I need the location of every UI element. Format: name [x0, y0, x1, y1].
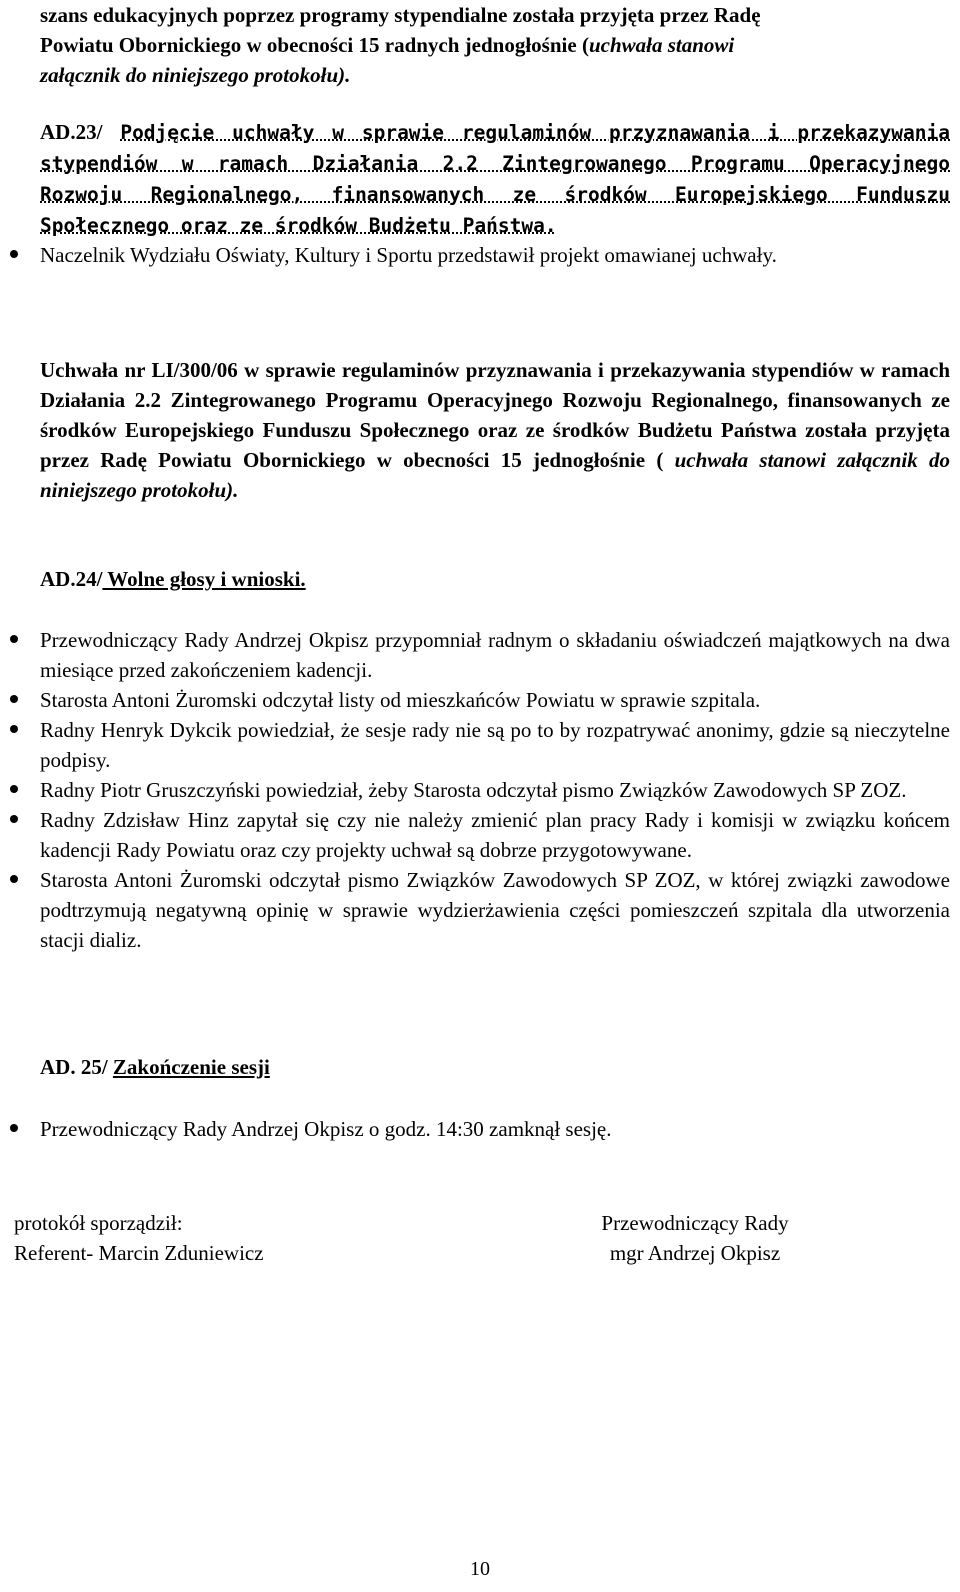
- ad23-resolution-italic: uchwała stanowi załącznik do niniejszego protokołu).: [40, 448, 950, 502]
- ad24-bullets: [40, 625, 950, 955]
- ad23-resolution: [40, 355, 950, 505]
- list-item-text: Naczelnik Wydziału Oświaty, Kultury i Sportu przedstawił projekt omawianej uchwały.: [40, 243, 777, 267]
- ad23-heading: [40, 117, 950, 241]
- list-item: [40, 1114, 950, 1144]
- list-item: [40, 625, 950, 685]
- bullet-icon: [10, 695, 18, 703]
- list-item-text: Starosta Antoni Żuromski odczytał pismo Związków Zawodowych SP ZOZ, w której związki zawodowe podtrzymują negatywną opinię w sprawie wydzierżawienia części pomieszczeń szpitala dla utworzenia stacji dializ.: [40, 868, 950, 952]
- list-item: [40, 805, 950, 865]
- bullet-icon: [10, 785, 18, 793]
- intro-paragraph: [40, 0, 950, 90]
- page-number: 10: [470, 1558, 490, 1580]
- list-item-text: Radny Henryk Dykcik powiedział, że sesje rady nie są po to by rozpatrywać anonimy, gdzie są nieczytelne podpisy.: [40, 718, 950, 772]
- ad23-bullets: [40, 240, 950, 270]
- intro-line-2: Powiatu Obornickiego w obecności 15 radnych jednogłośnie (: [40, 33, 589, 57]
- bullet-icon: [10, 875, 18, 883]
- bullet-icon: [10, 635, 18, 643]
- bullet-icon: [10, 250, 18, 258]
- ad24-heading: [40, 564, 950, 594]
- signature-left: [14, 1208, 264, 1268]
- ad24-prefix: AD.24/: [40, 567, 103, 591]
- bullet-icon: [10, 1124, 18, 1132]
- ad25-heading: [40, 1052, 950, 1082]
- bullet-icon: [10, 725, 18, 733]
- intro-line-3-italic: załącznik do niniejszego protokołu).: [40, 63, 351, 87]
- list-item: [40, 865, 950, 955]
- list-item-text: Radny Zdzisław Hinz zapytał się czy nie należy zmienić plan pracy Rady i komisji w związku końcem kadencji Rady Powiatu oraz czy projekty uchwał są dobrze przygotowywane.: [40, 808, 950, 862]
- list-item-text: Przewodniczący Rady Andrzej Okpisz przypomniał radnym o składaniu oświadczeń majątkowych na dwa miesiące przed zakończeniem kadencji.: [40, 628, 950, 682]
- bullet-icon: [10, 815, 18, 823]
- intro-line-2-italic: uchwała stanowi: [588, 33, 735, 57]
- list-item: [40, 685, 950, 715]
- signature-left-role: protokół sporządził:: [14, 1211, 183, 1235]
- ad25-prefix: AD. 25/: [40, 1055, 108, 1079]
- ad25-bullets: [40, 1114, 950, 1144]
- ad23-title: Podjęcie uchwały w sprawie regulaminów przyznawania i przekazywania stypendiów w ramach Działania 2.2 Zintegrowanego Programu Operacyjnego Rozwoju Regionalnego, finansowanych ze środków Europejskiego Funduszu Społecznego oraz ze środków Budżetu Państwa.: [40, 121, 950, 237]
- ad25-title: Zakończenie sesji: [112, 1055, 270, 1079]
- list-item-text: Przewodniczący Rady Andrzej Okpisz o godz. 14:30 zamknął sesję.: [40, 1117, 612, 1141]
- list-item-text: Radny Piotr Gruszczyński powiedział, żeby Starosta odczytał pismo Związków Zawodowych SP ZOZ.: [40, 778, 907, 802]
- signature-right: [580, 1208, 810, 1268]
- list-item-text: Starosta Antoni Żuromski odczytał listy od mieszkańców Powiatu w sprawie szpitala.: [40, 688, 761, 712]
- signature-right-role: Przewodniczący Rady: [601, 1211, 789, 1235]
- ad23-resolution-text: Uchwała nr LI/300/06 w sprawie regulaminów przyznawania i przekazywania stypendiów w ramach Działania 2.2 Zintegrowanego Programu Operacyjnego Rozwoju Regionalnego, finansowanych ze środków Europejskiego Funduszu Społecznego oraz ze środków Budżetu Państwa została przyjęta przez Radę Powiatu Obornickiego w obecności 15 jednogłośnie (: [40, 358, 950, 472]
- intro-line-1: szans edukacyjnych poprzez programy stypendialne została przyjęta przez Radę: [40, 3, 761, 27]
- signature-left-name: Referent- Marcin Zduniewicz: [14, 1241, 264, 1265]
- list-item: [40, 240, 950, 270]
- ad23-prefix: AD.23/: [40, 120, 103, 144]
- ad24-title: Wolne głosy i wnioski.: [102, 567, 306, 591]
- signature-right-name: mgr Andrzej Okpisz: [609, 1241, 781, 1265]
- list-item: [40, 715, 950, 775]
- list-item: [40, 775, 950, 805]
